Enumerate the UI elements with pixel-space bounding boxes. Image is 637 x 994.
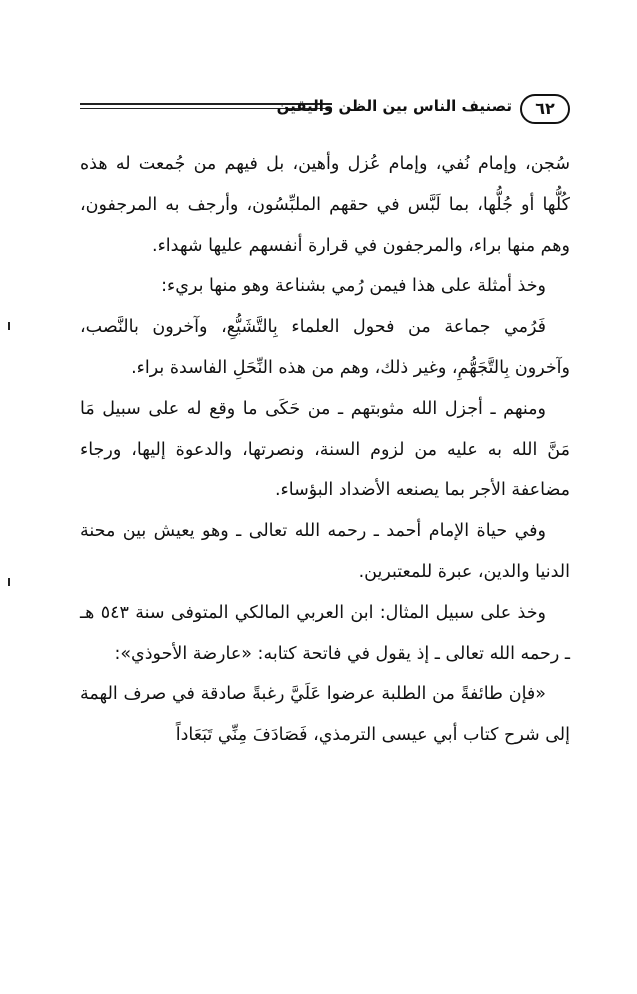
paragraph-5: وفي حياة الإمام أحمد ـ رحمه الله تعالى ـ وهو يعيش بين محنة الدنيا والدين، عبرة للمعتبرين. [80,521,570,582]
paragraph-3: فَرُمي جماعة من فحول العلماء بِالتَّشَيُّعِ، وآخرون بالنَّصب، وآخرون بِالتَّجَهُّمِ، وغير ذلك، وهم من هذه النِّحَلِ الفاسدة براء. [80,317,570,378]
page-number: ٦٢ [520,94,570,124]
paragraph-7: «فإن طائفةً من الطلبة عرضوا عَلَيَّ رغبةً صادقة في صرف الهمة إلى شرح كتاب أبي عيسى الترمذي، فَصَادَفَ مِنِّي تَبَعَاداً [80,684,570,746]
running-title: تصنيف الناس بين الظن واليقين [276,97,512,115]
body-text [80,144,570,756]
page-header [80,94,570,128]
margin-mark [8,578,10,586]
paragraph-2: وخذ أمثلة على هذا فيمن رُمي بشناعة وهو منها بريء: [161,276,546,297]
paragraph-6: وخذ على سبيل المثال: ابن العربي المالكي المتوفى سنة ٥٤٣ هـ ـ رحمه الله تعالى ـ إذ يقول في فاتحة كتابه: «عارضة الأحوذي»: [80,602,570,664]
paragraph-1: سُجن، وإمام نُفي، وإمام عُزل وأهين، بل فيهم من جُمعت له هذه كُلُّها أو جُلُّها، بما لَبَّس في حقهم الملبِّسُون، وأرجف به المرجفون، وهم منها براء، والمرجفون في قرارة أنفسهم عليها شهداء. [80,154,570,256]
margin-mark [8,322,10,330]
paragraph-4: ومنهم ـ أجزل الله مثوبتهم ـ من حَكَى ما وقع له على سبيل مَا مَنَّ الله به عليه من لزوم السنة، ونصرتها، والدعوة إليها، ورجاء مضاعفة الأجر بما يصنعه الأضداد البؤساء. [80,398,570,501]
